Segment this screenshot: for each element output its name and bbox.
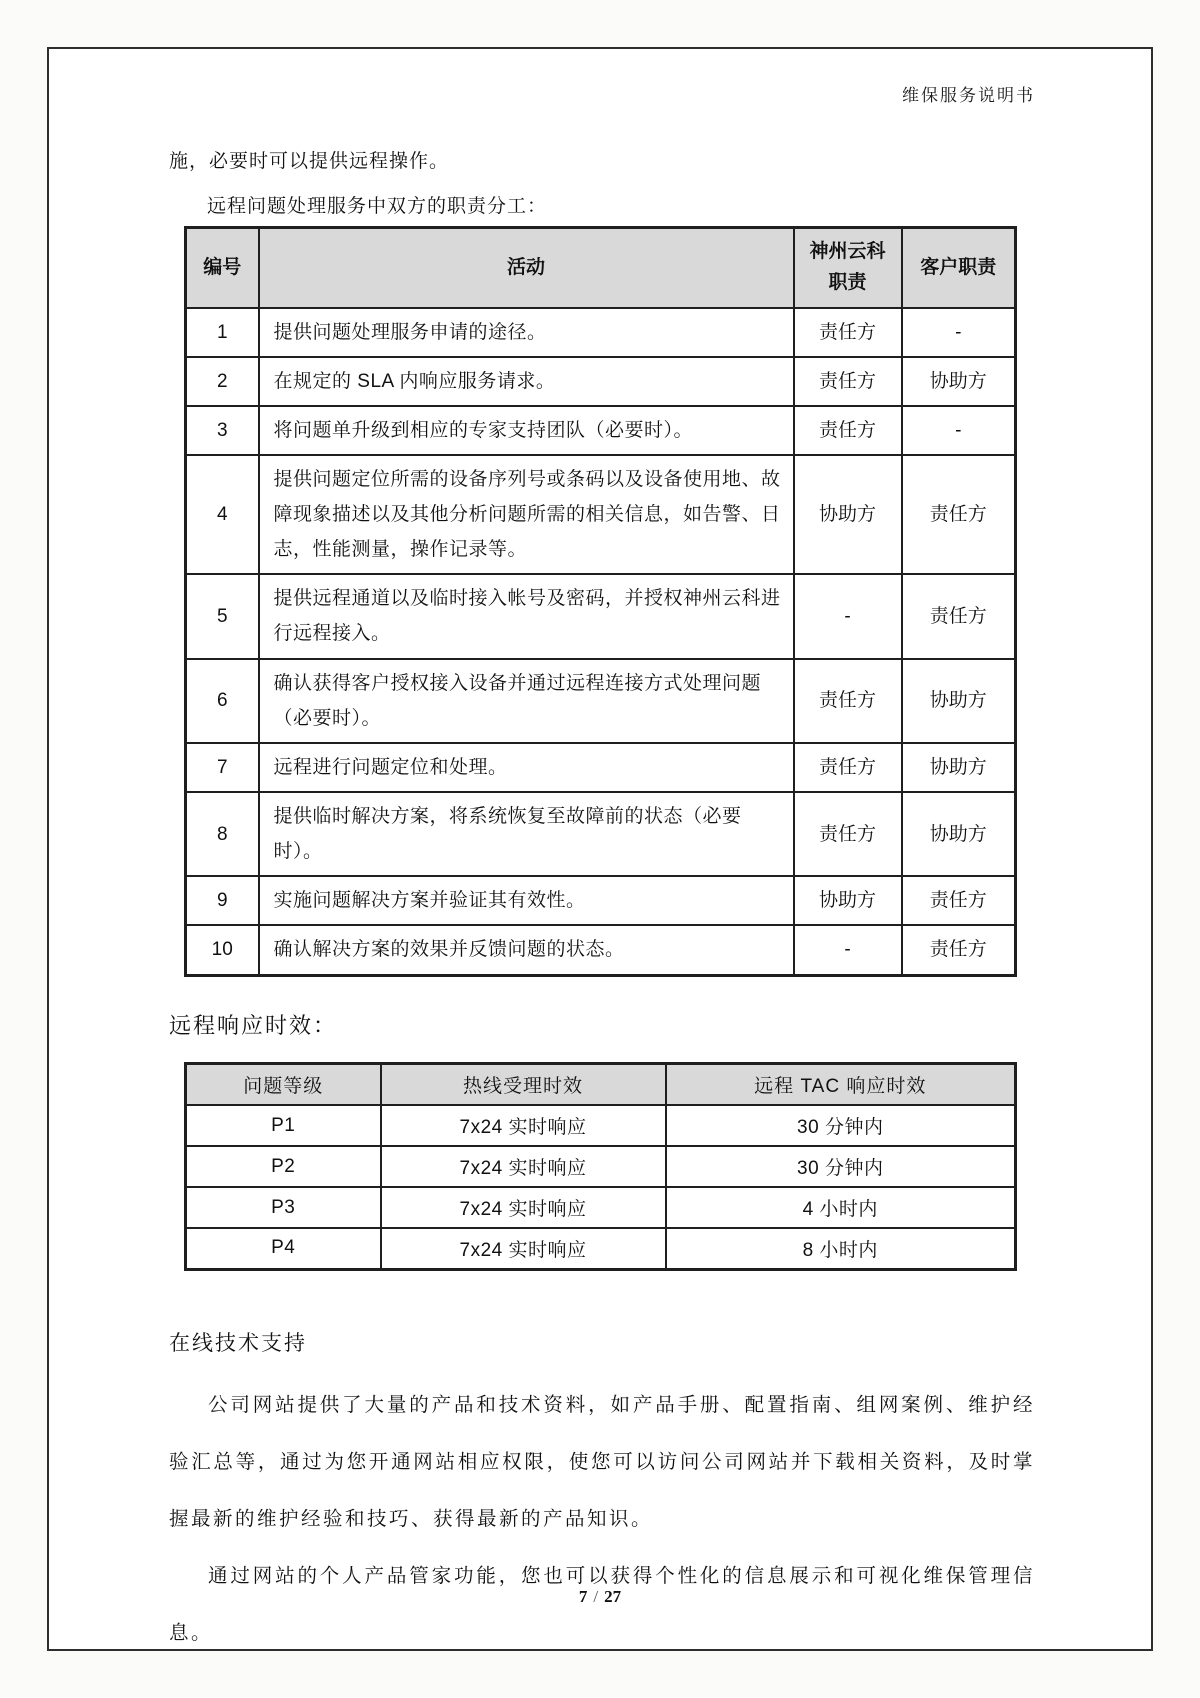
online-support-paragraph-2: 通过网站的个人产品管家功能，您也可以获得个性化的信息展示和可视化维保管理信息。: [169, 1564, 1035, 1644]
response-time-table: [184, 1062, 1017, 1271]
cell-activity: 将问题单升级到相应的专家支持团队（必要时）。: [259, 406, 794, 455]
cell-customer-role: 协助方: [902, 743, 1016, 792]
cell-customer-role: -: [902, 308, 1016, 357]
column-header-vendor-line1: 神州云科: [809, 241, 886, 263]
page-number-separator: /: [593, 1587, 599, 1606]
responsibility-table-body: [186, 308, 1016, 976]
table-row: [186, 659, 1016, 743]
cell-activity: 确认解决方案的效果并反馈问题的状态。: [259, 925, 794, 975]
cell-activity: 提供远程通道以及临时接入帐号及密码，并授权神州云科进行远程接入。: [259, 574, 794, 658]
cell-activity: 提供临时解决方案，将系统恢复至故障前的状态（必要时）。: [259, 792, 794, 876]
table-row: [186, 406, 1016, 455]
table-row: [186, 455, 1016, 574]
table-row: [186, 1228, 1016, 1269]
cell-customer-role: -: [902, 406, 1016, 455]
current-page-number: 7: [578, 1587, 588, 1606]
responsibility-table-caption: 远程问题处理服务中双方的职责分工：: [207, 196, 548, 217]
column-header-tac: 远程 TAC 响应时效: [666, 1063, 1016, 1105]
cell-vendor-role: 责任方: [794, 357, 902, 406]
cell-problem-level: P1: [186, 1105, 381, 1146]
online-support-section-title: 在线技术支持: [169, 1331, 307, 1355]
table-row: [186, 743, 1016, 792]
cell-vendor-role: 协助方: [794, 455, 902, 574]
cell-tac-sla: 30 分钟内: [666, 1146, 1016, 1187]
page-frame: [47, 47, 1153, 1651]
cell-activity: 确认获得客户授权接入设备并通过远程连接方式处理问题（必要时）。: [259, 659, 794, 743]
cell-hotline-sla: 7x24 实时响应: [381, 1146, 666, 1187]
table-row: [186, 1187, 1016, 1228]
table-row: [186, 357, 1016, 406]
cell-row-number: 5: [186, 574, 259, 658]
response-time-table-body: [186, 1105, 1016, 1269]
cell-tac-sla: 30 分钟内: [666, 1105, 1016, 1146]
cell-customer-role: 协助方: [902, 659, 1016, 743]
cell-row-number: 7: [186, 743, 259, 792]
table-row: [186, 925, 1016, 975]
table-row: [186, 1105, 1016, 1146]
cell-activity: 提供问题定位所需的设备序列号或条码以及设备使用地、故障现象描述以及其他分析问题所需的相关信息，如告警、日志，性能测量，操作记录等。: [259, 455, 794, 574]
responsibility-table-header: [186, 228, 1016, 308]
column-header-no: 编号: [186, 228, 259, 308]
document-header-title: 维保服务说明书: [902, 86, 1035, 105]
cell-activity: 提供问题处理服务申请的途径。: [259, 308, 794, 357]
cell-vendor-role: 责任方: [794, 406, 902, 455]
cell-problem-level: P3: [186, 1187, 381, 1228]
cell-customer-role: 协助方: [902, 792, 1016, 876]
table-row: [186, 792, 1016, 876]
table-row: [186, 1146, 1016, 1187]
cell-row-number: 10: [186, 925, 259, 975]
online-support-paragraph-1: 公司网站提供了大量的产品和技术资料，如产品手册、配置指南、组网案例、维护经验汇总等，通过为您开通网站相应权限，使您可以访问公司网站并下载相关资料，及时掌握最新的维护经验和技巧、获得最新的产品知识。: [169, 1393, 1035, 1530]
cell-customer-role: 责任方: [902, 925, 1016, 975]
body-continuation-line: 施，必要时可以提供远程操作。: [169, 151, 450, 172]
column-header-vendor: [794, 228, 902, 308]
cell-row-number: 9: [186, 876, 259, 925]
cell-tac-sla: 4 小时内: [666, 1187, 1016, 1228]
column-header-hotline: 热线受理时效: [381, 1063, 666, 1105]
table-row: [186, 308, 1016, 357]
table-row: [186, 876, 1016, 925]
cell-activity: 远程进行问题定位和处理。: [259, 743, 794, 792]
cell-vendor-role: 责任方: [794, 308, 902, 357]
response-time-section-title: 远程响应时效：: [169, 1012, 338, 1038]
cell-vendor-role: 责任方: [794, 743, 902, 792]
cell-customer-role: 协助方: [902, 357, 1016, 406]
cell-activity: 实施问题解决方案并验证其有效性。: [259, 876, 794, 925]
cell-vendor-role: -: [794, 925, 902, 975]
column-header-problem-level: 问题等级: [186, 1063, 381, 1105]
cell-activity: 在规定的 SLA 内响应服务请求。: [259, 357, 794, 406]
cell-vendor-role: 责任方: [794, 792, 902, 876]
response-time-table-header: [186, 1063, 1016, 1105]
cell-vendor-role: -: [794, 574, 902, 658]
page-number: [49, 1587, 1151, 1607]
cell-hotline-sla: 7x24 实时响应: [381, 1187, 666, 1228]
cell-row-number: 2: [186, 357, 259, 406]
cell-problem-level: P2: [186, 1146, 381, 1187]
cell-row-number: 6: [186, 659, 259, 743]
table-header-row: [186, 1063, 1016, 1105]
column-header-activity: 活动: [259, 228, 794, 308]
responsibility-table: [184, 226, 1017, 977]
cell-row-number: 8: [186, 792, 259, 876]
cell-vendor-role: 协助方: [794, 876, 902, 925]
cell-customer-role: 责任方: [902, 574, 1016, 658]
table-row: [186, 574, 1016, 658]
cell-vendor-role: 责任方: [794, 659, 902, 743]
cell-customer-role: 责任方: [902, 455, 1016, 574]
cell-hotline-sla: 7x24 实时响应: [381, 1228, 666, 1269]
column-header-customer: 客户职责: [902, 228, 1016, 308]
cell-row-number: 1: [186, 308, 259, 357]
cell-hotline-sla: 7x24 实时响应: [381, 1105, 666, 1146]
table-header-row: [186, 228, 1016, 308]
total-page-count: 27: [604, 1587, 622, 1606]
cell-tac-sla: 8 小时内: [666, 1228, 1016, 1269]
cell-customer-role: 责任方: [902, 876, 1016, 925]
column-header-vendor-line2: 职责: [828, 271, 867, 293]
cell-problem-level: P4: [186, 1228, 381, 1269]
cell-row-number: 4: [186, 455, 259, 574]
cell-row-number: 3: [186, 406, 259, 455]
